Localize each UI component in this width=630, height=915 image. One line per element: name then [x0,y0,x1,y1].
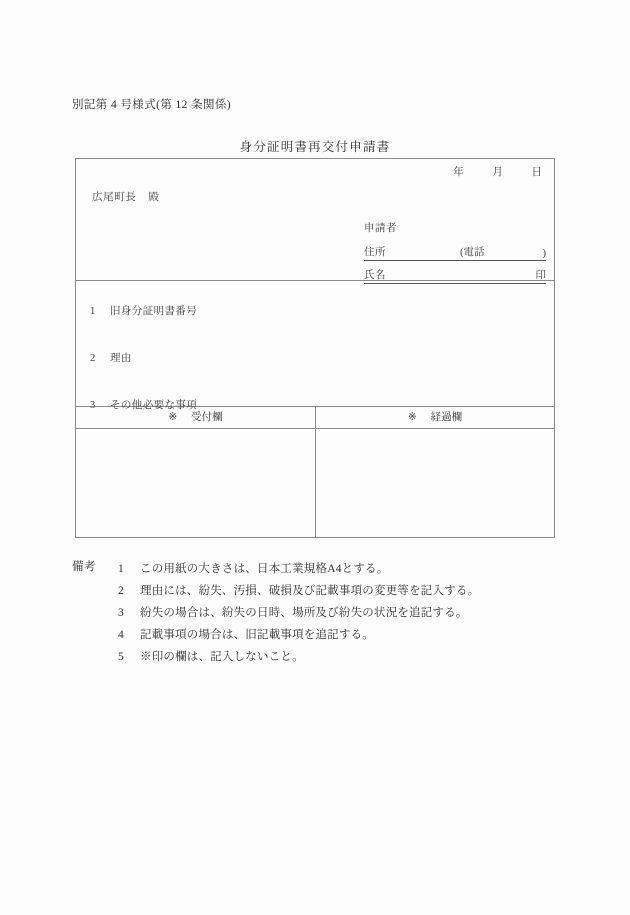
form-item-1-number: 1 [90,306,96,317]
seal-label: 印 [535,270,546,281]
addressee-line [92,189,160,204]
date-line [453,164,544,179]
remark-3-text: 紛失の場合は、紛失の日時、場所及び紛失の状況を追記する。 [140,607,468,619]
remark-4-number: 4 [118,629,124,641]
date-day-label: 日 [531,167,542,178]
official-use-section [76,407,554,537]
form-item-2-number: 2 [90,353,96,364]
remark-item [118,646,479,668]
form-item-2-label: 理由 [110,353,132,364]
date-year-label: 年 [453,167,464,178]
address-field-row[interactable] [364,243,546,261]
form-item-old-certificate-number[interactable] [90,303,197,318]
remark-5-number: 5 [118,651,124,663]
remark-1-text: この用紙の大きさは、日本工業規格A4とする。 [140,563,389,575]
progress-asterisk-icon: ※ [407,412,417,423]
form-header-section [76,159,554,281]
progress-column-label: 経過欄 [430,412,463,423]
form-item-3-number: 3 [90,400,96,411]
remark-1-number: 1 [118,563,124,575]
remark-4-text: 記載事項の場合は、旧記載事項を追記する。 [140,629,374,641]
addressee-name: 広尾町長 [92,192,137,203]
applicant-section-label: 申請者 [364,223,397,234]
remark-item [118,602,479,624]
remarks-list [118,558,479,668]
applicant-block [364,220,546,284]
addressee-honorific: 殿 [148,192,160,203]
progress-column-header [316,407,554,428]
name-label: 氏名 [364,270,386,281]
application-form-box [75,158,555,538]
form-item-1-label: 旧身分証明書番号 [110,306,198,317]
remark-3-number: 3 [118,607,124,619]
remark-item [118,580,479,602]
page-title: 身分証明書再交付申請書 [239,140,391,154]
remarks-label: 備考 [72,561,97,573]
phone-label: (電話 [460,247,485,258]
phone-close-paren: ) [542,248,546,259]
form-item-reason[interactable] [90,350,132,365]
remark-5-text: ※印の欄は、記入しないこと。 [140,651,304,663]
date-month-label: 月 [492,167,503,178]
address-label: 住所 [364,247,386,258]
form-item-3-label: その他必要な事項 [110,400,198,411]
form-items-section [76,281,554,411]
official-columns-divider [315,407,316,537]
remark-2-number: 2 [118,585,124,597]
remark-item [118,624,479,646]
reception-column-header [76,407,315,428]
remark-2-text: 理由には、紛失、汚損、破損及び記載事項の変更等を記入する。 [140,585,480,597]
remark-item [118,558,479,580]
form-number-label: 別記第 4 号様式(第 12 条関係) [72,99,232,111]
reception-asterisk-icon: ※ [168,412,178,423]
reception-column-label: 受付欄 [191,412,223,423]
